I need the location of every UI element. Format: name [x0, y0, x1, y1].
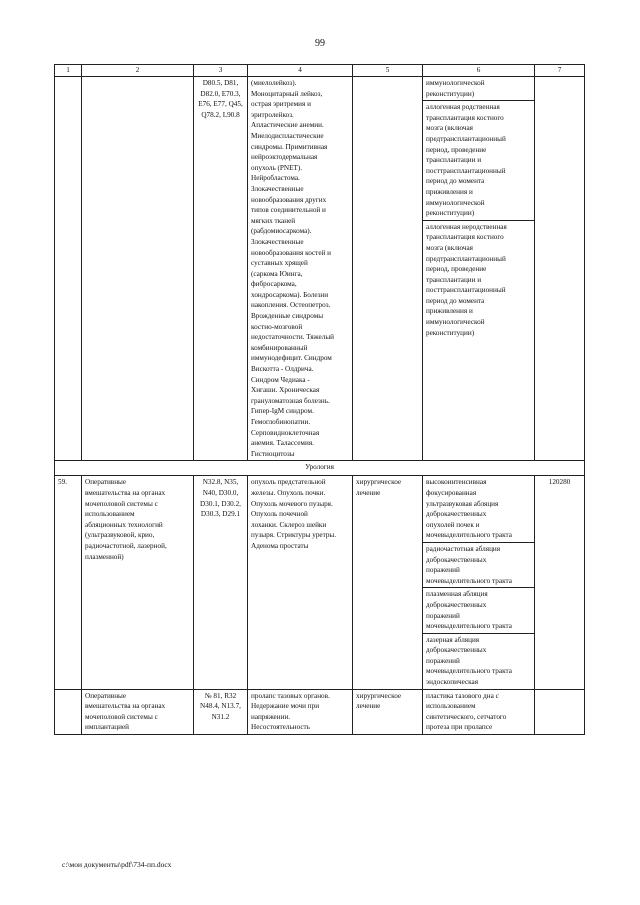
method-entry — [423, 101, 534, 221]
text-line: предтрансплантационный — [426, 134, 506, 143]
text-line: D30.3, D29.1 — [200, 510, 241, 519]
text-line: Синдром Чедиака - — [251, 375, 310, 384]
text-line: анемия. Талассемия. — [251, 439, 314, 448]
text-line: № 81, R32 — [204, 691, 237, 700]
text-line: новообразования других — [251, 195, 327, 204]
text-line: трансплантация костного — [426, 233, 504, 242]
text-line: Злокачественные — [251, 184, 304, 193]
text-line: N32.8, N35, — [202, 478, 239, 487]
cell-intervention — [82, 77, 194, 461]
method-entry — [423, 634, 534, 689]
text-line: посттрансплантационный — [426, 286, 506, 295]
text-line: недостаточности. Тяжелый — [251, 333, 334, 342]
column-number: 4 — [248, 65, 353, 77]
text-line: D30.1, D30.2, — [200, 499, 241, 508]
cell-cost — [535, 77, 585, 461]
text-line: N48.4, N13.7, — [200, 702, 241, 711]
text-line: приживления и — [426, 187, 473, 196]
text-line: мочевыделительного тракта — [426, 622, 512, 631]
text-line: (саркома Юинга, — [251, 269, 303, 278]
text-line: мочеполовой системы с — [85, 712, 158, 721]
text-line: опухолей почек и — [426, 520, 480, 529]
text-line: иммунологической — [426, 318, 485, 327]
text-line: мочеполовой системы с — [85, 499, 158, 508]
text-line: плазменная абляция — [426, 590, 488, 599]
cell-treatment-type — [353, 689, 423, 734]
text-line: Хигаши. Хроническая — [251, 386, 320, 395]
text-line: лечение — [356, 702, 381, 711]
cell-cost — [535, 689, 585, 734]
cell-icd-codes — [194, 77, 248, 461]
column-number: 3 — [194, 65, 248, 77]
text-line: (ультразвуковой, крио, — [85, 531, 155, 540]
cell-method — [423, 689, 535, 734]
text-line: иммунологической — [426, 198, 485, 207]
text-line: реконституции) — [426, 328, 475, 337]
text-line: синдромы. Примитивная — [251, 142, 328, 151]
text-line: Опухоль мочевого пузыря. — [251, 499, 333, 508]
text-line: Гистиоцитозы — [251, 449, 295, 458]
text-line: период, проведение — [426, 145, 487, 154]
text-line: хирургическое — [356, 691, 402, 700]
text-line: Аденома простаты — [251, 541, 309, 550]
cell-icd-codes — [194, 689, 248, 734]
cell-diagnosis — [248, 689, 353, 734]
text-line: плазменной) — [85, 552, 124, 561]
cell-diagnosis — [248, 77, 353, 461]
text-line: мочевыделительного тракта — [426, 531, 512, 540]
method-entry — [423, 221, 534, 340]
text-line: трансплантации и — [426, 275, 482, 284]
text-line: типов соединительной и — [251, 206, 326, 215]
text-line: мягких тканей — [251, 216, 296, 225]
text-line: Гемоглобинопатии. — [251, 418, 311, 426]
text-line: поражений — [426, 611, 460, 620]
text-line: Серповидноклеточная — [251, 428, 320, 437]
text-line: приживления и — [426, 307, 473, 316]
text-line: посттрансплантационный — [426, 166, 506, 175]
text-line: Моноцитарный лейкоз, — [251, 89, 323, 98]
file-path-footer: c:\мои документы\pdf\734-пп.docx — [62, 860, 172, 869]
text-line: Злокачественные — [251, 237, 304, 246]
method-entry — [423, 543, 534, 588]
text-line: (рабдомиосаркома). — [251, 227, 312, 236]
text-line: грануломатозная болезнь. — [251, 396, 330, 405]
cell-diagnosis — [248, 476, 353, 689]
text-line: иммунодефицит. Синдром — [251, 354, 332, 363]
text-line: радиочастотная абляция — [426, 544, 501, 553]
text-line: N40, D30.0, — [202, 488, 239, 497]
text-line: Миелодиспластические — [251, 131, 324, 140]
text-line: Оперативные — [85, 691, 127, 700]
text-line: E76, E77, Q45, — [198, 100, 243, 109]
text-line: Опухоль почечной — [251, 510, 308, 519]
table-row — [55, 689, 585, 734]
text-line: мочевыделительного тракта — [426, 576, 512, 585]
text-line: Врожденные синдромы — [251, 312, 324, 321]
text-line: реконституции) — [426, 209, 475, 218]
cell-number — [55, 689, 82, 734]
text-line: комбинированный — [251, 343, 308, 352]
cell-intervention — [82, 476, 194, 689]
column-number: 7 — [535, 65, 585, 77]
cell-method — [423, 77, 535, 461]
text-line: доброкачественных — [426, 646, 487, 655]
text-line: синтетического, сетчатого — [426, 712, 507, 721]
text-line: пластика тазового дна с — [426, 691, 499, 700]
text-line: имплантацией — [85, 723, 130, 732]
text-line: D82.0, E70.3, — [200, 89, 241, 98]
text-line: Гипер-IgM синдром. — [251, 407, 314, 416]
text-line: протеза при пролапсе — [426, 723, 493, 732]
text-line: Недержание мочи при — [251, 702, 320, 711]
text-line: пузыря. Стриктуры уретры. — [251, 531, 337, 540]
text-line: острая эритремия и — [251, 100, 311, 109]
text-line: аллогенная неродственная — [426, 222, 507, 231]
text-line: ультразвуковая абляция — [426, 499, 499, 508]
cell-number: 59. — [55, 476, 82, 689]
text-line: использованием — [426, 702, 476, 711]
cell-intervention — [82, 689, 194, 734]
text-line: фибросаркома, — [251, 280, 297, 289]
text-line: костно-мозговой — [251, 322, 303, 331]
section-title: Урология — [55, 461, 585, 476]
text-line: мозга (включая — [426, 243, 473, 252]
text-line: радиочастотной, лазерной, — [85, 541, 167, 550]
text-line: суставных хрящей — [251, 259, 308, 268]
text-line: период, проведение — [426, 265, 487, 274]
text-line: (миелолейкоз). — [251, 79, 297, 87]
text-line: опухоль (PNET). — [251, 163, 303, 172]
text-line: Апластические анемии. — [251, 121, 324, 130]
table-row — [55, 476, 585, 689]
cell-method — [423, 476, 535, 689]
text-line: использованием — [85, 510, 135, 519]
text-line: эндоскопическая — [426, 678, 479, 687]
text-line: Несостоятельность — [251, 723, 310, 732]
text-line: Q78.2, L90.8 — [201, 110, 240, 119]
text-line: вмешательства на органах — [85, 488, 166, 497]
text-line: эритролейкоз. — [251, 110, 294, 119]
method-entry — [423, 77, 534, 101]
method-entry — [423, 476, 534, 543]
cell-treatment-type — [353, 77, 423, 461]
column-number: 1 — [55, 65, 82, 77]
page-number: 99 — [315, 38, 325, 49]
text-line: мочевыделительного тракта — [426, 667, 512, 676]
text-line: мозга (включая — [426, 124, 473, 133]
cell-number — [55, 77, 82, 461]
text-line: период до момента — [426, 177, 485, 186]
text-line: напряжении. — [251, 712, 291, 721]
text-line: трансплантации и — [426, 156, 482, 165]
text-line: лоханки. Склероз шейки — [251, 520, 327, 529]
medical-care-table — [54, 64, 585, 735]
text-line: предтрансплантационный — [426, 254, 506, 263]
column-number: 6 — [423, 65, 535, 77]
text-line: пролапс тазовых органов. — [251, 691, 330, 700]
text-line: иммунологической — [426, 79, 485, 87]
text-line: поражений — [426, 566, 460, 575]
text-line: аллогенная родственная — [426, 103, 500, 112]
text-line: Нейробластома. — [251, 174, 300, 183]
text-line: Оперативные — [85, 478, 127, 487]
text-line: реконституции) — [426, 89, 475, 98]
cell-icd-codes — [194, 476, 248, 689]
text-line: доброкачественных — [426, 600, 487, 609]
text-line: высокоинтенсивная — [426, 478, 487, 487]
text-line: нейроэктодермальная — [251, 153, 318, 162]
text-line: доброкачественных — [426, 555, 487, 564]
column-number-row — [55, 65, 585, 77]
text-line: лечение — [356, 488, 381, 497]
cell-treatment-type — [353, 476, 423, 689]
text-line: лазерная абляция — [426, 635, 480, 644]
cell-cost: 120280 — [535, 476, 585, 689]
text-line: поражений — [426, 656, 460, 665]
section-row — [55, 461, 585, 476]
text-line: накопления. Остеопетроз. — [251, 301, 331, 310]
column-number: 2 — [82, 65, 194, 77]
text-line: Вискотта - Олдрича. — [251, 365, 314, 374]
text-line: опухоль предстательной — [251, 478, 326, 487]
text-line: фокусированная — [426, 488, 477, 497]
text-line: доброкачественных — [426, 510, 487, 519]
text-line: период до момента — [426, 296, 485, 305]
text-line: хондросаркома). Болезни — [251, 290, 329, 299]
text-line: трансплантация костного — [426, 113, 504, 122]
text-line: железы. Опухоль почки. — [251, 488, 326, 497]
method-entry — [423, 588, 534, 633]
text-line: новообразования костей и — [251, 248, 331, 257]
text-line: хирургическое — [356, 478, 402, 487]
text-line: D80.5, D81, — [202, 79, 239, 87]
text-line: абляционных технологий — [85, 520, 163, 529]
text-line: N31.2 — [211, 712, 230, 721]
table-row — [55, 77, 585, 461]
text-line: вмешательства на органах — [85, 702, 166, 711]
column-number: 5 — [353, 65, 423, 77]
